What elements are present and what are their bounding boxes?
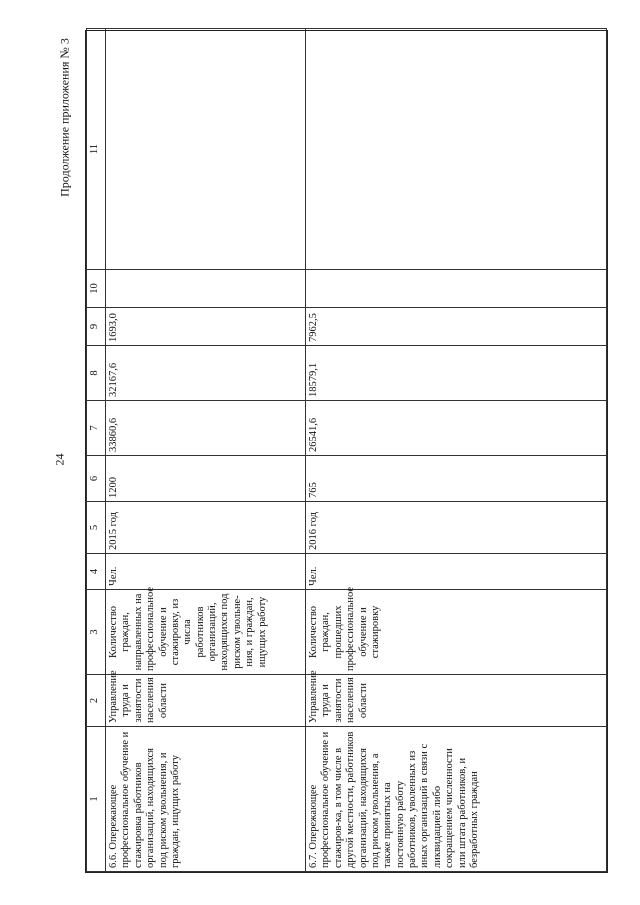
header-cell: 3 — [87, 590, 106, 675]
value-cell-10 — [106, 270, 306, 308]
value-cell-9: 1693,0 — [106, 308, 306, 346]
value-cell-8: 18579,1 — [306, 346, 607, 401]
value-cell-7: 33860,6 — [106, 401, 306, 456]
value-cell-11 — [306, 29, 607, 270]
header-cell: 5 — [87, 502, 106, 554]
header-cell: 11 — [87, 29, 106, 270]
indicator-cell: Количество граждан, прошедших профессиональное обучение и стажировку — [306, 590, 607, 675]
value-cell-10 — [306, 270, 607, 308]
annex-continuation-label: Продолжение приложения № 3 — [57, 38, 72, 197]
header-cell: 4 — [87, 554, 106, 590]
header-cell: 7 — [87, 401, 106, 456]
header-cell: 2 — [87, 675, 106, 727]
header-cell: 9 — [87, 308, 106, 346]
value-cell-11 — [106, 29, 306, 270]
year-cell: 2015 год — [106, 502, 306, 554]
value-cell-8: 32167,6 — [106, 346, 306, 401]
header-cell: 6 — [87, 456, 106, 502]
count-cell: 765 — [306, 456, 607, 502]
header-cell: 10 — [87, 270, 106, 308]
header-cell: 1 — [87, 727, 106, 872]
measure-cell: 6.7. Опережающее профессиональное обучение и стажиров-ка, в том числе в другой местности, работников организаций, находящихся под риском увольнения, а также принятых на постоянную работу работников, уволенных из иных организаций в связи с ликвидацией либо сокращением численности или штата работников, и безработных граждан — [306, 727, 607, 872]
count-cell: 1200 — [106, 456, 306, 502]
unit-cell: Чел. — [106, 554, 306, 590]
table-header-row — [87, 29, 106, 872]
header-cell: 8 — [87, 346, 106, 401]
year-cell: 2016 год — [306, 502, 607, 554]
measure-cell: 6.6. Опережающее профессиональное обучение и стажировка работников организаций, находящихся под риском увольнения, и граждан, ищущих работу — [106, 727, 306, 872]
unit-cell: Чел. — [306, 554, 607, 590]
executor-cell: Управление труда и занятости населения области — [306, 675, 607, 727]
table-row — [306, 29, 607, 872]
table-row — [106, 29, 306, 872]
value-cell-7: 26541,6 — [306, 401, 607, 456]
executor-cell: Управление труда и занятости населения области — [106, 675, 306, 727]
page-number: 24 — [52, 453, 67, 466]
indicator-cell: Количество граждан, направленных на профессиональное обучение и стажировку, из числа работников организаций, находящихся под риском увольне-ния, и граждан, ищущих работу — [106, 590, 306, 675]
value-cell-9: 7962,5 — [306, 308, 607, 346]
measures-table — [85, 30, 608, 873]
